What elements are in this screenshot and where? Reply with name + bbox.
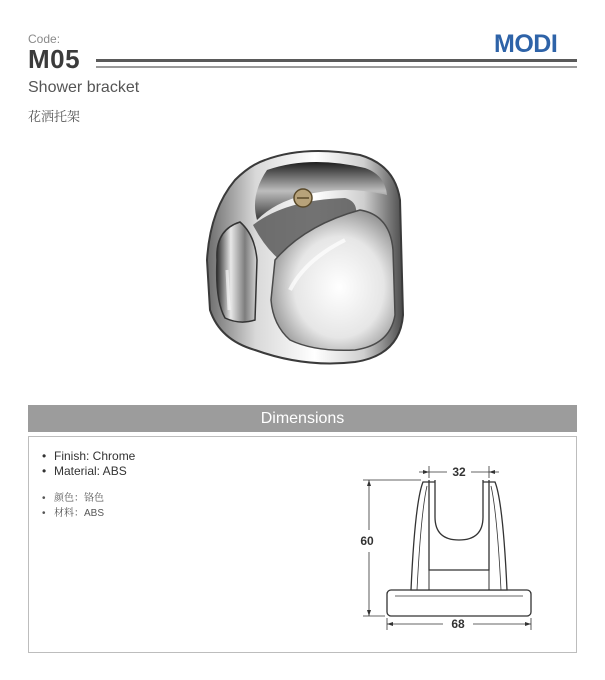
code-label: Code: [28,32,61,46]
spec-finish-text: Finish: Chrome [54,449,136,463]
dim-top-width: 32 [452,465,466,479]
product-code: M05 [28,44,81,74]
bullet-icon: • [42,493,46,504]
product-name-cn: 花洒托架 [28,109,81,124]
spec-finish-cn-text: 颜色：铬色 [54,493,104,504]
bullet-icon: • [42,508,46,519]
dimension-drawing [355,462,555,637]
bullet-icon: • [42,449,47,463]
spec-finish [42,449,135,463]
product-name-en: Shower bracket [28,79,140,96]
header-rule-thin [96,66,577,68]
dim-base-width: 68 [451,617,465,631]
spec-material-text: Material: ABS [54,464,127,478]
bullet-icon: • [42,464,47,478]
brand-logo: MODI [494,30,558,58]
spec-material-cn-text: 材料：ABS [54,508,105,519]
header-rule-thick [96,59,577,62]
product-photo [195,140,425,380]
spec-material [42,464,127,478]
dimensions-header: Dimensions [28,405,577,432]
dim-height: 60 [360,534,374,548]
spec-finish-cn [42,489,104,504]
spec-material-cn [42,504,104,519]
